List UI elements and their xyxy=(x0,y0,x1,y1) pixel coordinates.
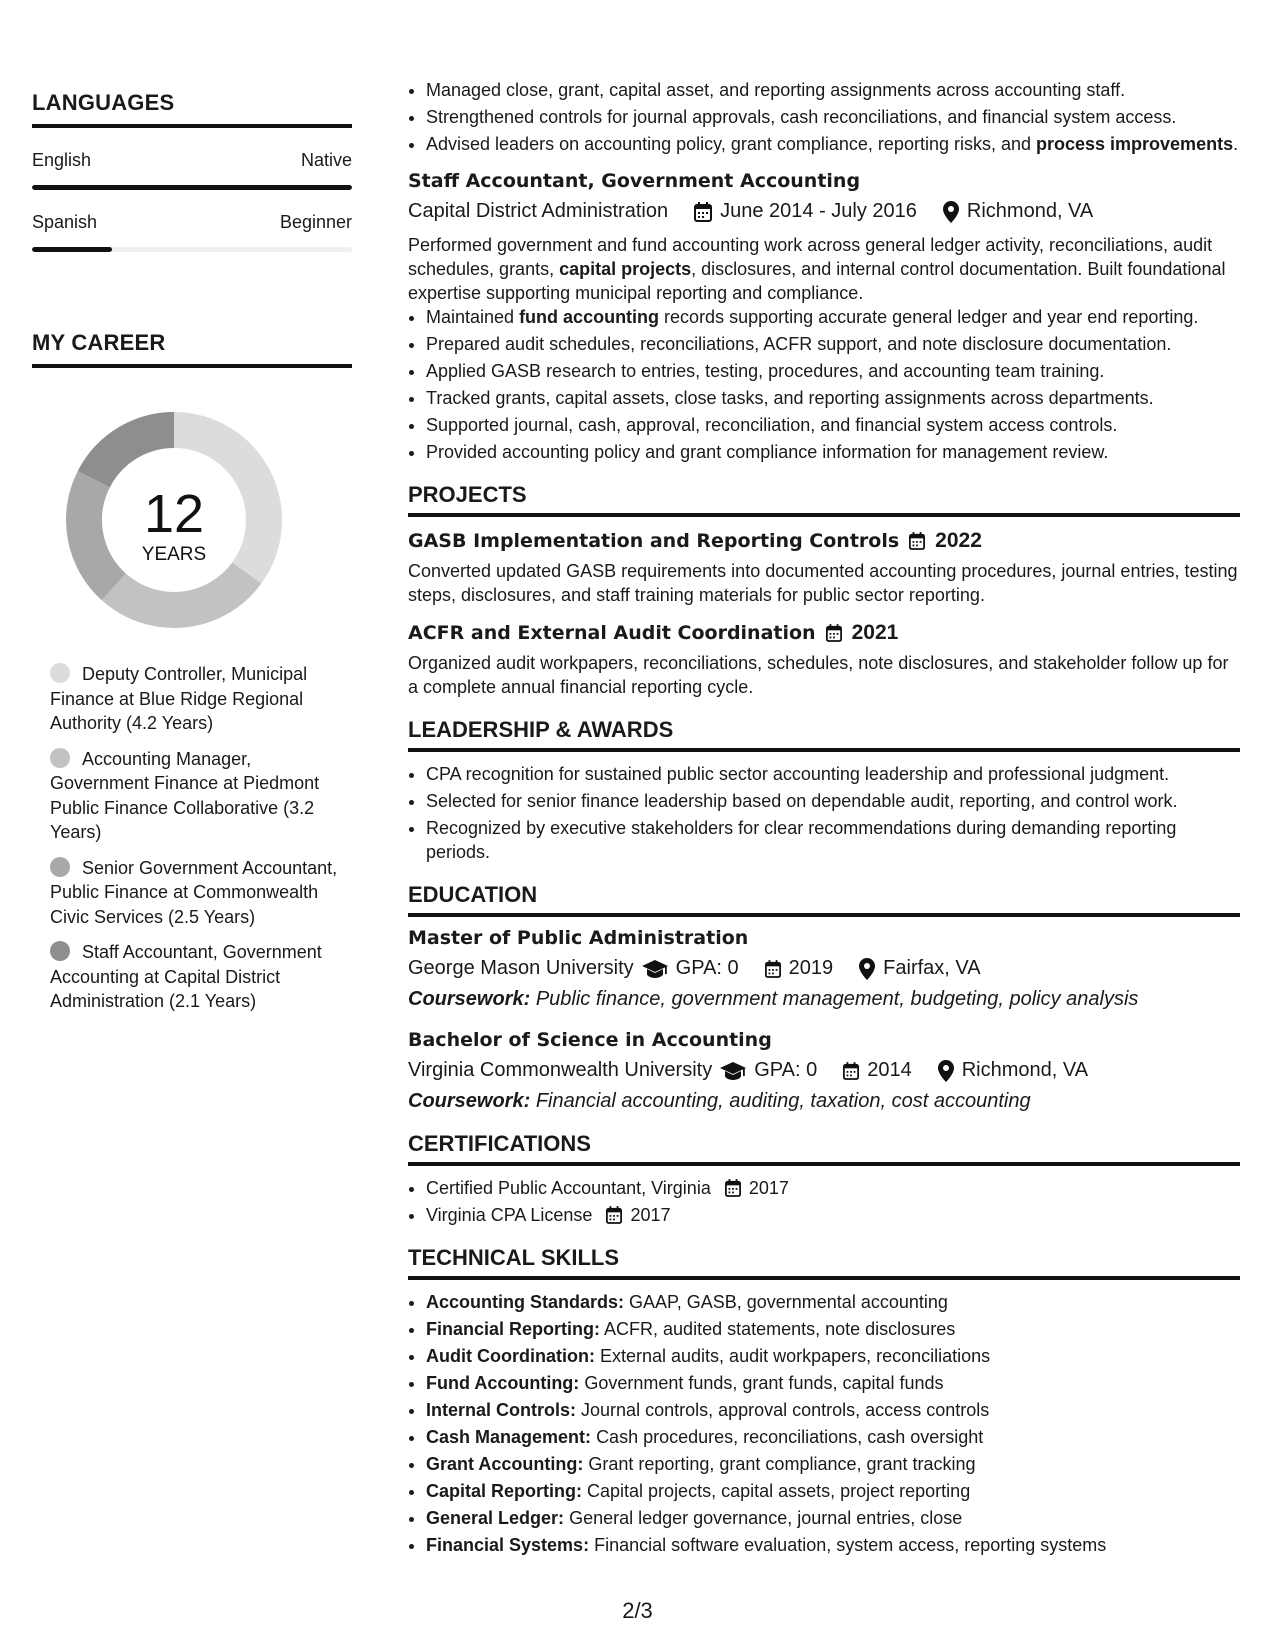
education-meta xyxy=(408,957,1240,980)
career-total-number: 12 xyxy=(143,484,205,544)
skill-label: Financial Reporting: xyxy=(426,1319,601,1339)
coursework-text: Public finance, government management, budgeting, policy analysis xyxy=(535,988,1139,1010)
skills-list xyxy=(408,1290,1240,1557)
list-item xyxy=(426,1479,1240,1503)
career-legend xyxy=(32,662,352,1014)
language-proficiency-bar xyxy=(32,247,352,252)
bullet-bold: fund accounting xyxy=(519,307,660,327)
legend-dot xyxy=(50,941,70,961)
projects-heading: PROJECTS xyxy=(408,482,1240,517)
bullet-text: Tracked grants, capital assets, close tasks, and reporting assignments across departments. xyxy=(426,388,1154,408)
job-meta xyxy=(408,200,1240,223)
skill-label: General Ledger: xyxy=(426,1508,565,1528)
skill-label: Cash Management: xyxy=(426,1427,592,1447)
skill-value: Capital projects, capital assets, project reporting xyxy=(587,1481,971,1501)
graduation-cap-icon xyxy=(720,1062,746,1080)
coursework-label: Coursework: xyxy=(408,988,531,1010)
list-item xyxy=(426,359,1240,383)
leadership-list xyxy=(408,762,1240,864)
project-year: 2021 xyxy=(851,621,899,644)
skill-value: ACFR, audited statements, note disclosures xyxy=(604,1319,956,1339)
skill-label: Capital Reporting: xyxy=(426,1481,582,1501)
list-item xyxy=(426,1176,1240,1200)
list-item xyxy=(426,1317,1240,1341)
education-year: 2019 xyxy=(788,957,834,979)
list-item: • Advised leaders on accounting policy, grant compliance, reporting risks, and process improvements. xyxy=(426,132,1240,156)
skill-label: Fund Accounting: xyxy=(426,1373,580,1393)
calendar-icon xyxy=(725,1179,741,1197)
education-gpa: GPA: 0 xyxy=(675,957,739,979)
skill-value: Cash procedures, reconciliations, cash oversight xyxy=(596,1427,984,1447)
list-item xyxy=(426,1533,1240,1557)
language-level: Native xyxy=(300,150,352,170)
education-degree: Master of Public Administration xyxy=(408,927,749,949)
calendar-icon xyxy=(909,532,925,550)
job-title: Staff Accountant, Government Accounting xyxy=(408,170,861,192)
bullet-text: records supporting accurate general ledger and year end reporting. xyxy=(659,307,1199,327)
career-legend-label: Staff Accountant, Government Accounting at Capital District Administration (2.1 Years) xyxy=(50,942,322,1011)
calendar-icon xyxy=(694,202,712,222)
language-item xyxy=(32,212,352,252)
project-item xyxy=(408,621,1240,699)
project-title: ACFR and External Audit Coordination xyxy=(408,622,816,644)
bullet-text: Provided accounting policy and grant compliance information for management review. xyxy=(426,442,1109,462)
skill-value: Financial software evaluation, system access, reporting systems xyxy=(594,1535,1107,1555)
location-pin-icon xyxy=(938,1060,954,1082)
career-legend-item xyxy=(50,856,352,930)
job-dates: June 2014 - July 2016 xyxy=(720,200,917,222)
career-legend-item xyxy=(50,662,352,736)
main-content xyxy=(408,78,1240,1560)
donut-segment xyxy=(114,573,247,610)
list-item xyxy=(426,440,1240,464)
donut-segment xyxy=(84,479,114,587)
language-level: Beginner xyxy=(279,212,352,232)
education-item xyxy=(408,927,1240,1011)
list-item xyxy=(426,1344,1240,1368)
previous-job-bullets xyxy=(408,78,1240,156)
location-pin-icon xyxy=(943,201,959,223)
project-description: Converted updated GASB requirements into documented accounting procedures, journal entries, testing steps, disclosures, and staff training materials for public sector reporting. xyxy=(408,561,1238,605)
list-item xyxy=(426,1425,1240,1449)
skill-label: Audit Coordination: xyxy=(426,1346,595,1366)
list-item: • Strengthened controls for journal approvals, cash reconciliations, and financial system access. xyxy=(426,105,1240,129)
education-gpa: GPA: 0 xyxy=(754,1059,818,1081)
language-item xyxy=(32,150,352,190)
leadership-heading: LEADERSHIP & AWARDS xyxy=(408,717,1240,752)
calendar-icon xyxy=(606,1206,622,1224)
bullet-text: Prepared audit schedules, reconciliations, ACFR support, and note disclosure documentation. xyxy=(426,334,1172,354)
list-item: • Selected for senior finance leadership based on dependable audit, reporting, and control work. xyxy=(426,789,1240,813)
project-year: 2022 xyxy=(935,529,982,552)
legend-dot xyxy=(50,663,70,683)
career-legend-item xyxy=(50,940,352,1014)
job-summary: Performed government and fund accounting work across general ledger activity, reconciliations, audit schedules, grants, capital projects, disclosures, and internal control documentation. Built foundational expertise supporting municipal reporting and compliance. xyxy=(408,235,1226,303)
list-item xyxy=(426,386,1240,410)
education-location: Fairfax, VA xyxy=(883,957,981,979)
language-name: Spanish xyxy=(32,212,98,232)
list-item xyxy=(426,305,1240,329)
career-legend-label: Senior Government Accountant, Public Finance at Commonwealth Civic Services (2.5 Years) xyxy=(50,857,338,927)
legend-dot xyxy=(50,748,70,768)
career-total-unit: YEARS xyxy=(141,544,207,565)
skill-value: Journal controls, approval controls, access controls xyxy=(581,1400,990,1420)
education-school: Virginia Commonwealth University xyxy=(408,1059,713,1081)
location-pin-icon xyxy=(859,958,875,980)
sidebar xyxy=(32,90,352,1025)
skill-label: Grant Accounting: xyxy=(426,1454,584,1474)
project-description: Organized audit workpapers, reconciliations, schedules, note disclosures, and stakeholder follow up for a complete annual financial reporting cycle. xyxy=(408,653,1229,697)
education-year: 2014 xyxy=(867,1059,912,1081)
calendar-icon xyxy=(843,1062,859,1080)
certification-name: • Virginia CPA License xyxy=(426,1205,593,1225)
certification-year: 2017 xyxy=(748,1178,789,1198)
certification-year: 2017 xyxy=(630,1205,671,1225)
list-item xyxy=(426,332,1240,356)
coursework-label: Coursework: xyxy=(408,1090,531,1112)
calendar-icon xyxy=(826,624,842,642)
job-bullets xyxy=(408,305,1240,464)
calendar-icon xyxy=(765,960,781,978)
education-degree: Bachelor of Science in Accounting xyxy=(408,1029,772,1051)
skill-value: General ledger governance, journal entries, close xyxy=(569,1508,963,1528)
legend-dot xyxy=(50,857,70,877)
list-item xyxy=(426,1290,1240,1314)
list-item xyxy=(426,413,1240,437)
bullet-text: Maintained xyxy=(426,307,520,327)
education-meta xyxy=(408,1059,1240,1082)
skill-value: Government funds, grant funds, capital funds xyxy=(584,1373,944,1393)
graduation-cap-icon xyxy=(642,960,668,978)
list-item: • Recognized by executive stakeholders for clear recommendations during demanding reporting periods. xyxy=(426,816,1240,864)
coursework-text: Financial accounting, auditing, taxation, cost accounting xyxy=(535,1090,1031,1112)
education-coursework xyxy=(408,988,1240,1011)
career-legend-item xyxy=(50,747,352,845)
career-heading: MY CAREER xyxy=(32,330,352,368)
education-list xyxy=(408,927,1240,1113)
language-proficiency-bar xyxy=(32,185,352,190)
job-company: Capital District Administration xyxy=(408,200,669,222)
education-school: George Mason University xyxy=(408,957,634,979)
career-donut-chart xyxy=(64,410,284,630)
list-item xyxy=(426,1203,1240,1227)
list-item xyxy=(426,1506,1240,1530)
skill-label: Accounting Standards: xyxy=(426,1292,625,1312)
skill-value: Grant reporting, grant compliance, grant tracking xyxy=(588,1454,976,1474)
bullet-text: Supported journal, cash, approval, reconciliation, and financial system access controls. xyxy=(426,415,1118,435)
certification-name: • Certified Public Accountant, Virginia xyxy=(426,1178,711,1198)
languages-heading: LANGUAGES xyxy=(32,90,352,128)
page-number: 2/3 xyxy=(622,1598,653,1623)
bullet-text: Applied GASB research to entries, testing, procedures, and accounting team training. xyxy=(426,361,1105,381)
list-item xyxy=(426,1371,1240,1395)
project-item xyxy=(408,529,1240,607)
certifications-list xyxy=(408,1176,1240,1227)
list-item xyxy=(426,1398,1240,1422)
project-title: GASB Implementation and Reporting Controls xyxy=(408,530,900,552)
skill-label: Internal Controls: xyxy=(426,1400,577,1420)
skills-heading: TECHNICAL SKILLS xyxy=(408,1245,1240,1280)
language-name: English xyxy=(32,150,92,170)
skill-label: Financial Systems: xyxy=(426,1535,590,1555)
education-location: Richmond, VA xyxy=(961,1059,1089,1081)
certifications-heading: CERTIFICATIONS xyxy=(408,1131,1240,1166)
skill-value: External audits, audit workpapers, reconciliations xyxy=(599,1346,991,1366)
list-item: • CPA recognition for sustained public sector accounting leadership and professional judgment. xyxy=(426,762,1240,786)
education-heading: EDUCATION xyxy=(408,882,1240,917)
career-legend-label: Deputy Controller, Municipal Finance at Blue Ridge Regional Authority (4.2 Years) xyxy=(50,664,308,733)
list-item: • Managed close, grant, capital asset, and reporting assignments across accounting staff. xyxy=(426,78,1240,102)
list-item xyxy=(426,1452,1240,1476)
job-location: Richmond, VA xyxy=(966,200,1094,222)
skill-value: GAAP, GASB, governmental accounting xyxy=(629,1292,948,1312)
career-legend-label: Accounting Manager, Government Finance at Piedmont Public Finance Collaborative (3.2 Years) xyxy=(50,748,320,842)
donut-segment xyxy=(94,430,174,479)
education-coursework xyxy=(408,1090,1240,1113)
education-item xyxy=(408,1029,1240,1113)
